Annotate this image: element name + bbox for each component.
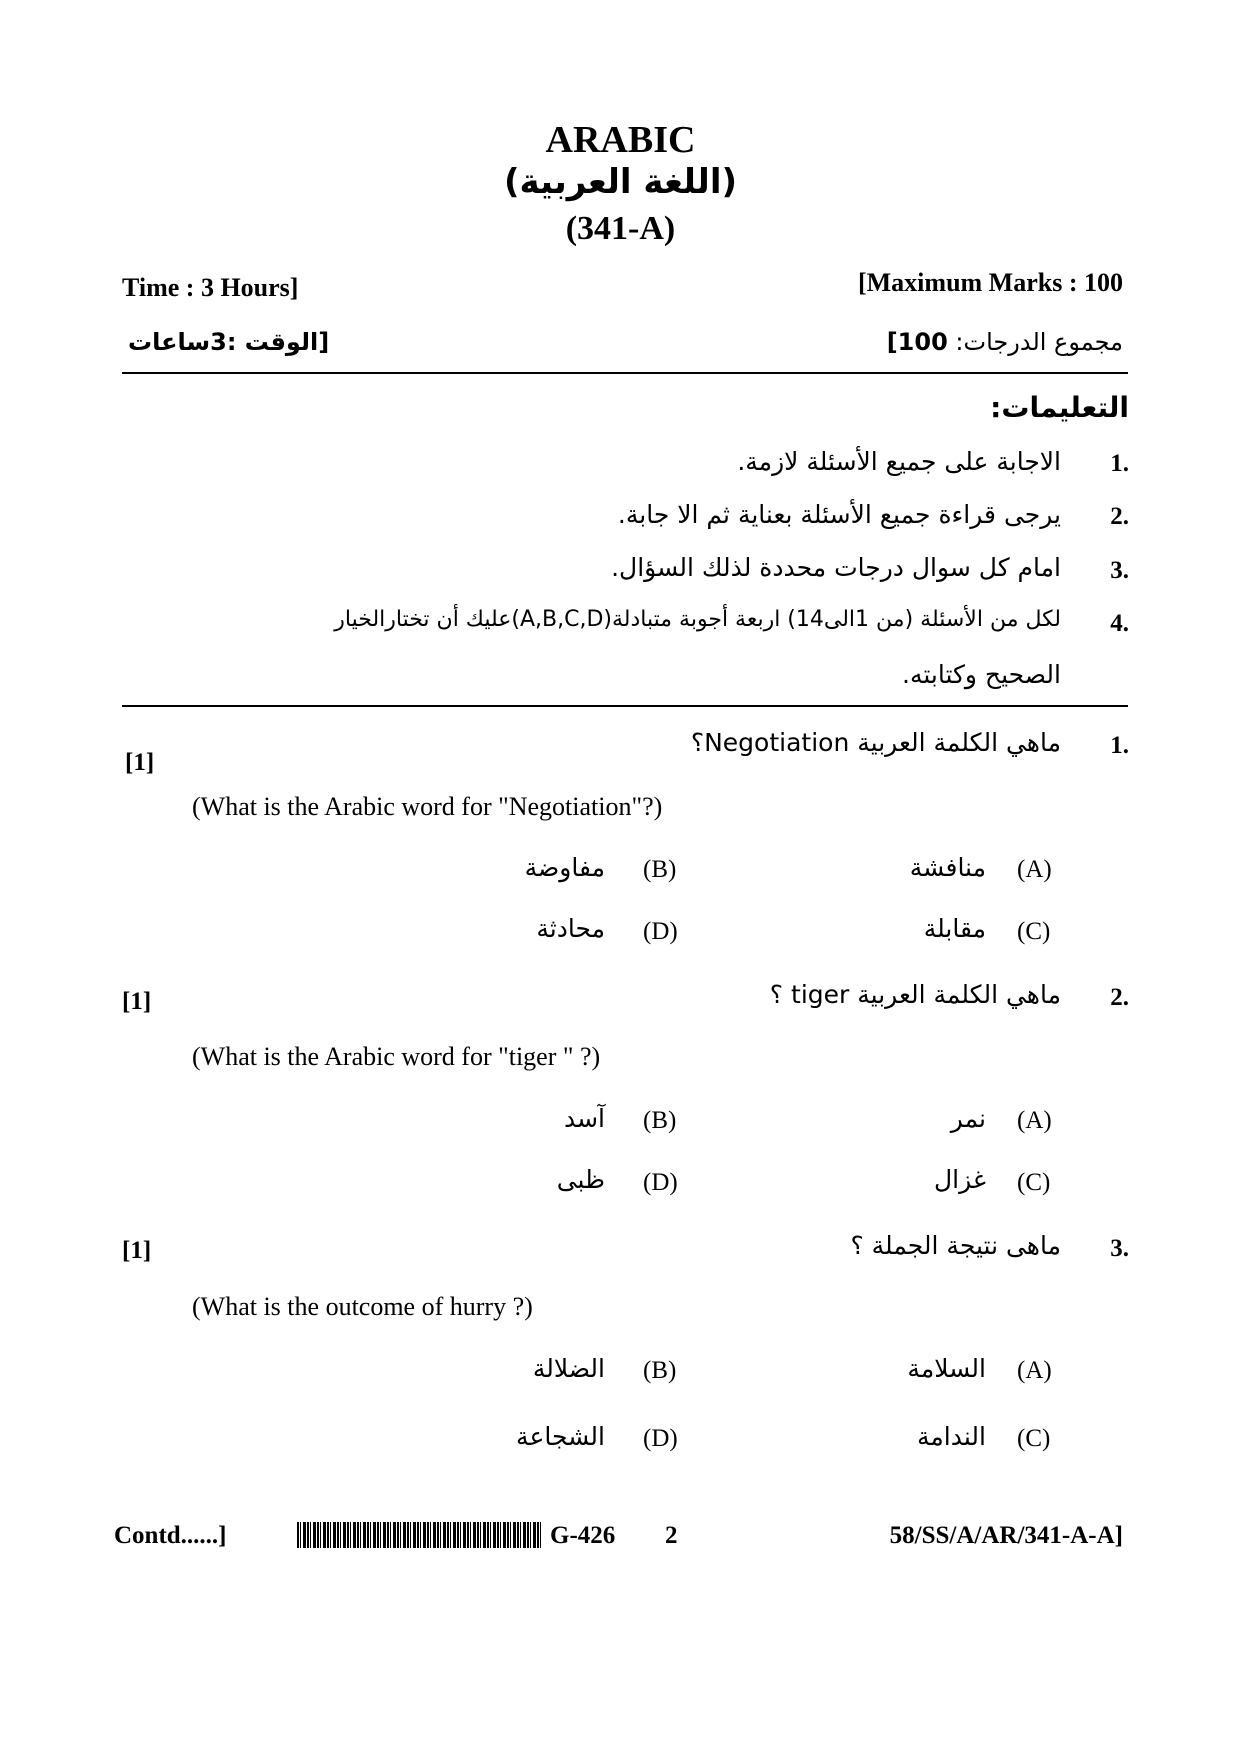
- option-letter: (A): [1017, 856, 1052, 883]
- option-letter: (A): [1017, 1107, 1052, 1134]
- instruction-text: لكل من الأسئلة (من 1الى14) اربعة أجوبة متبادلة(A,B,C,D)عليك أن تختارالخيار: [334, 607, 1061, 632]
- paper-code: (341-A): [565, 210, 676, 247]
- page-number: 2: [665, 1522, 678, 1549]
- question-marks: [1]: [125, 749, 155, 776]
- option-letter: (D): [643, 918, 678, 945]
- question-number: 3.: [1110, 1235, 1129, 1262]
- instruction-text-continued: الصحيح وكتابته.: [902, 660, 1061, 689]
- time-label-arabic: [الوقت :3ساعات: [128, 328, 330, 356]
- option-letter: (B): [643, 856, 677, 883]
- barcode-code: G-426: [550, 1522, 616, 1549]
- instruction-number: 4.: [1110, 610, 1129, 637]
- instruction-number: 1.: [1110, 450, 1129, 477]
- instruction-text: امام كل سوال درجات محددة لذلك السؤال.: [611, 553, 1061, 582]
- question-text-arabic: ماهي الكلمة العربية tiger ؟: [769, 980, 1061, 1009]
- instruction-number: 2.: [1110, 503, 1129, 530]
- question-text-arabic: ماهي الكلمة العربية Negotiation؟: [690, 728, 1061, 757]
- option-text: غزال: [934, 1165, 986, 1194]
- barcode: [297, 1522, 541, 1548]
- continued-label: Contd......]: [114, 1522, 227, 1549]
- option-letter: (C): [1017, 918, 1051, 945]
- option-text: مفاوضة: [524, 853, 605, 882]
- question-text-english: (What is the Arabic word for "tiger " ?): [192, 1042, 601, 1071]
- option-letter: (B): [643, 1357, 677, 1384]
- paper-title-arabic: (اللغة العربية): [503, 162, 738, 202]
- option-text: الضلالة: [532, 1354, 605, 1383]
- option-text: الندامة: [917, 1422, 986, 1451]
- question-number: 2.: [1110, 984, 1129, 1011]
- option-text: آسد: [563, 1104, 605, 1133]
- question-number: 1.: [1110, 732, 1129, 759]
- paper-title: ARABIC: [545, 119, 696, 161]
- option-text: السلامة: [907, 1354, 986, 1383]
- max-marks-label: [Maximum Marks : 100: [857, 268, 1123, 297]
- option-letter: (C): [1017, 1169, 1051, 1196]
- option-letter: (A): [1017, 1357, 1052, 1384]
- option-text: منافشة: [909, 853, 986, 882]
- question-text-arabic: ماهى نتيجة الجملة ؟: [850, 1231, 1061, 1260]
- max-marks-arabic-value: 100]: [886, 328, 948, 356]
- instruction-number: 3.: [1110, 557, 1129, 584]
- instructions-heading: التعليمات:: [990, 391, 1129, 424]
- question-marks: [1]: [122, 1237, 152, 1264]
- instruction-text: يرجى قراءة جميع الأسئلة بعناية ثم الا جابة.: [617, 500, 1061, 529]
- question-text-english: (What is the outcome of hurry ?): [192, 1292, 533, 1321]
- paper-code-footer: 58/SS/A/AR/341-A-A]: [889, 1522, 1123, 1549]
- option-letter: (B): [643, 1107, 677, 1134]
- option-text: ظبى: [556, 1165, 605, 1194]
- option-text: الشجاعة: [516, 1422, 605, 1451]
- option-text: مقابلة: [923, 914, 986, 943]
- max-marks-arabic-label: مجموع الدرجات:: [955, 328, 1123, 356]
- instruction-text: الاجابة على جميع الأسئلة لازمة.: [737, 447, 1061, 476]
- question-marks: [1]: [122, 988, 152, 1015]
- option-letter: (D): [643, 1425, 678, 1452]
- max-marks-arabic: [887, 328, 1123, 356]
- header-divider: [122, 372, 1128, 374]
- question-text-english: (What is the Arabic word for "Negotiation"?): [192, 792, 663, 821]
- option-text: نمر: [950, 1104, 986, 1133]
- option-letter: (D): [643, 1169, 678, 1196]
- option-letter: (C): [1017, 1425, 1051, 1452]
- option-text: محادثة: [536, 914, 605, 943]
- instructions-divider: [122, 705, 1128, 707]
- time-label: Time : 3 Hours]: [122, 273, 299, 302]
